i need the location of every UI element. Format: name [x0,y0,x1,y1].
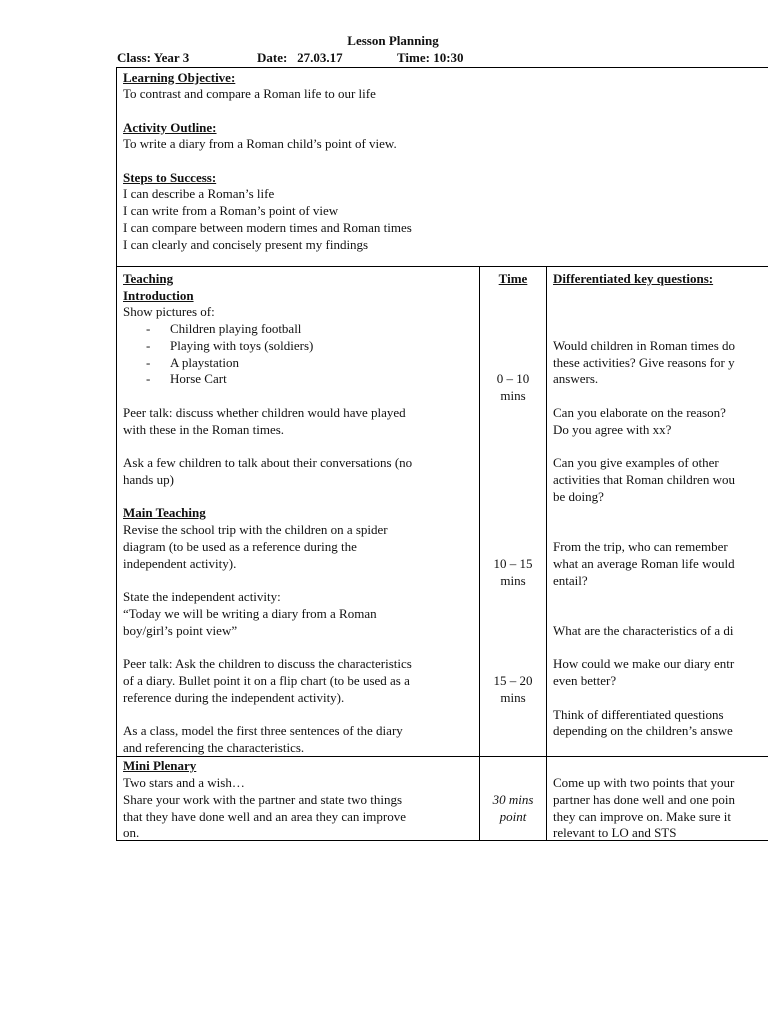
picture-item: Children playing football [170,321,302,336]
teaching-text: State the independent activity: [123,589,281,604]
teaching-text: Revise the school trip with the children on a spider [123,522,388,537]
question-text: answers. [553,371,599,386]
column-divider [546,756,547,841]
date-label: Date: 27.03.17 [257,50,343,65]
question-text: Can you elaborate on the reason? [553,405,726,420]
bullet: - [146,355,151,370]
step-item: I can compare between modern times and Roman times [123,220,412,235]
bullet: - [146,371,151,386]
question-text: Do you agree with xx? [553,422,672,437]
question-text: they can improve on. Make sure it [553,809,731,824]
time-value: 10 – 15 [493,556,533,571]
question-text: relevant to LO and STS [553,825,677,840]
teaching-text: Peer talk: Ask the children to discuss the characteristics [123,656,412,671]
time-unit: mins [500,573,526,588]
step-item: I can write from a Roman’s point of view [123,203,339,218]
mini-plenary-heading: Mini Plenary [123,758,197,773]
question-text: even better? [553,673,617,688]
step-item: I can clearly and concisely present my findings [123,237,369,252]
picture-item: A playstation [170,355,239,370]
question-text: these activities? Give reasons for y [553,355,735,370]
picture-item: Horse Cart [170,371,227,386]
time-value: 0 – 10 [496,371,530,386]
class-label: Class: Year 3 [117,50,190,65]
bullet: - [146,321,151,336]
question-text: Think of differentiated questions [553,707,724,722]
teaching-text: Show pictures of: [123,304,215,319]
bullet: - [146,338,151,353]
time-unit: mins [500,388,526,403]
teaching-text: hands up) [123,472,174,487]
question-text: What are the characteristics of a di [553,623,734,638]
question-text: Would children in Roman times do [553,338,736,353]
teaching-text: Peer talk: discuss whether children would have played [123,405,406,420]
time-value: 30 mins [492,792,534,807]
plenary-text: Share your work with the partner and state two things [123,792,403,807]
question-text: entail? [553,573,588,588]
page-title: Lesson Planning [347,33,439,48]
step-item: I can describe a Roman’s life [123,186,275,201]
time-unit: point [499,809,527,824]
teaching-text: and referencing the characteristics. [123,740,305,755]
column-divider [479,267,480,841]
question-text: Can you give examples of other [553,455,719,470]
teaching-text: Ask a few children to talk about their conversations (no [123,455,413,470]
teaching-text: of a diary. Bullet point it on a flip chart (to be used as a [123,673,410,688]
time-unit: mins [500,690,526,705]
activity-outline-heading: Activity Outline: [123,120,217,135]
picture-item: Playing with toys (soldiers) [170,338,314,353]
teaching-text: diagram (to be used as a reference during the [123,539,357,554]
teaching-text: independent activity). [123,556,237,571]
plenary-text: Two stars and a wish… [123,775,245,790]
question-text: be doing? [553,489,604,504]
teaching-text: reference during the independent activity). [123,690,345,705]
teaching-text: As a class, model the first three sentences of the diary [123,723,403,738]
questions-column-header: Differentiated key questions: [553,271,714,286]
learning-objective-text: To contrast and compare a Roman life to our life [123,86,376,101]
activity-outline-text: To write a diary from a Roman child’s point of view. [123,136,397,151]
time-column-header: Time [498,271,528,286]
steps-to-success-heading: Steps to Success: [123,170,217,185]
time-value: 15 – 20 [493,673,533,688]
column-divider [546,267,547,841]
question-text: Come up with two points that your [553,775,735,790]
question-text: depending on the children’s answe [553,723,733,738]
question-text: How could we make our diary entr [553,656,735,671]
question-text: From the trip, who can remember [553,539,728,554]
teaching-text: with these in the Roman times. [123,422,285,437]
time-label: Time: 10:30 [397,50,464,65]
plenary-text: that they have done well and an area they can improve [123,809,406,824]
learning-objective-heading: Learning Objective: [123,70,236,85]
question-text: partner has done well and one poin [553,792,735,807]
teaching-column-header: Teaching [123,271,174,286]
question-text: what an average Roman life would [553,556,735,571]
introduction-heading: Introduction [123,288,194,303]
teaching-text: “Today we will be writing a diary from a Roman [123,606,377,621]
teaching-text: boy/girl’s point view” [123,623,238,638]
question-text: activities that Roman children wou [553,472,735,487]
plenary-text: on. [123,825,140,840]
main-teaching-heading: Main Teaching [123,505,206,520]
